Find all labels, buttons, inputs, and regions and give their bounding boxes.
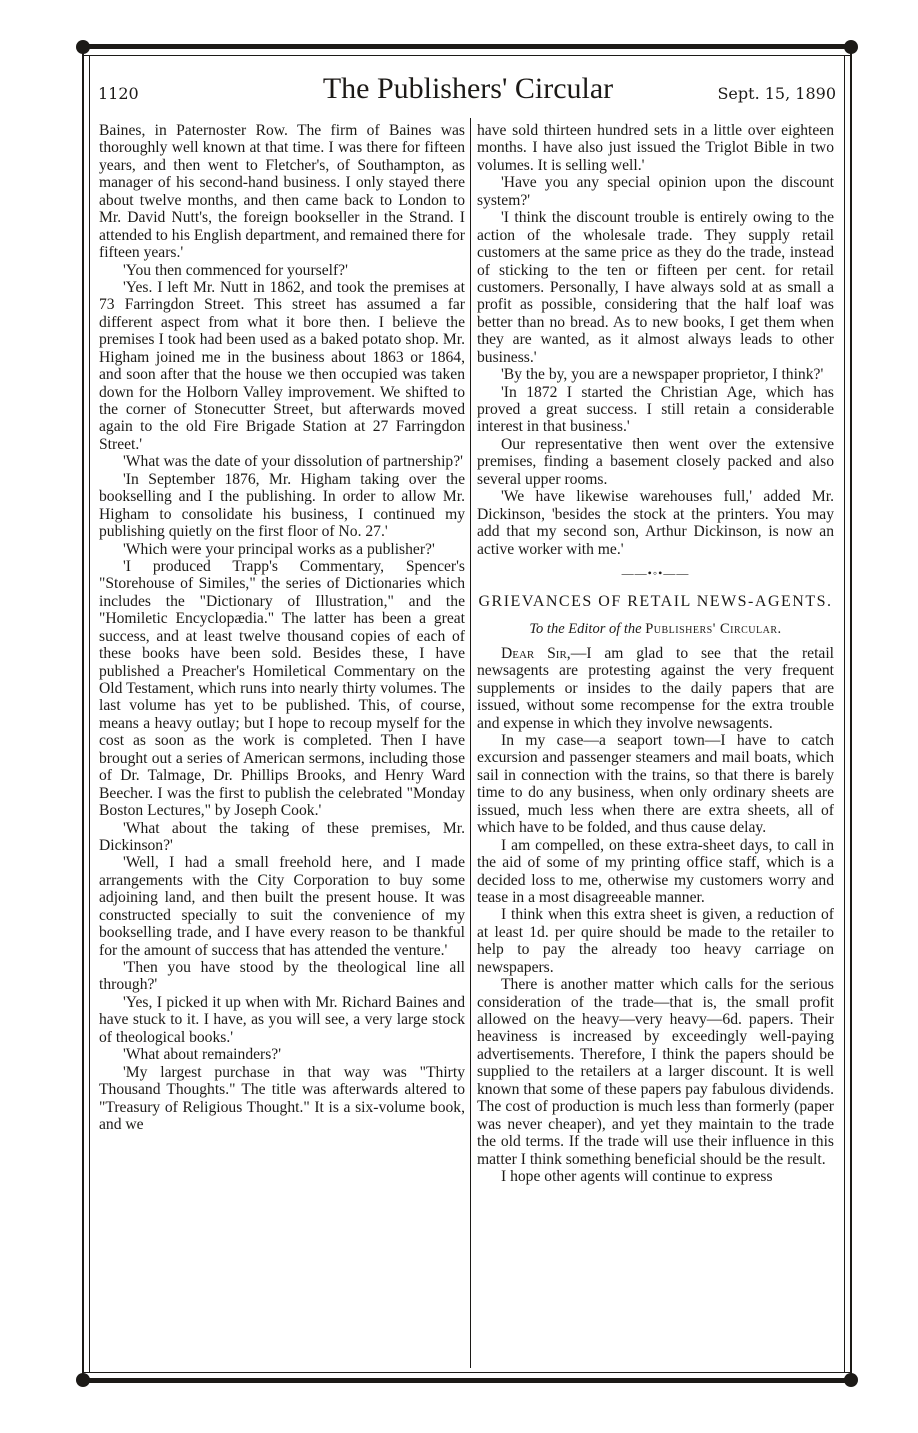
- paragraph: 'My largest purchase in that way was "Thirty Thousand Thoughts." The title was afterwards altered to "Treasury of Religious Thought." It is a six-volume book, and we: [99, 1063, 465, 1133]
- section-divider-ornament: ——•◦•——: [621, 565, 690, 580]
- right-column: [477, 122, 834, 1185]
- opening-text: —I am glad to see that the retail newsagents are protesting against the very frequent supplements or insides to the daily papers that are issued, without some recompense for the extra trouble and expense in which they involve newsagents.: [477, 644, 835, 732]
- corner-ornament-bottom-left: [76, 1373, 90, 1387]
- paragraph: I think when this extra sheet is given, a reduction of at least 1d. per quire should be made to the retailer to help to pay the already too heavy carriage on newspapers.: [477, 906, 834, 976]
- bottom-border-thin: [82, 1372, 852, 1373]
- column-divider: [470, 118, 471, 1368]
- addressee-publication: Publishers' Circular.: [645, 621, 782, 638]
- page-header: [96, 68, 840, 112]
- paragraph: 'What was the date of your dissolution of partnership?': [123, 453, 463, 471]
- paragraph: There is another matter which calls for the serious consideration of the trade—that is, the small profit allowed on the heavy—very heavy—6d. papers. Their heaviness is increased by exceedingly well-paying advertisements. Therefore, I think the papers should be supplied to the retailers at a larger discount. It is well known that some of these papers pay fabulous dividends. The cost of production is much less than formerly (paper was never cheaper), and yet they maintain to the trade the old terms. If the trade will use their influence in this matter I think something beneficial should be the result.: [477, 976, 834, 1168]
- paragraph: 'Yes. I left Mr. Nutt in 1862, and took the premises at 73 Farringdon Street. This street has assumed a far different aspect from what it bore then. I believe the premises I took had been used as a baked potato shop. Mr. Higham joined me in the business about 1863 or 1864, and soon after that the house we then occupied was taken down for the Holborn Valley improvement. We shifted to the corner of Stonecutter Street, but afterwards moved again to the old Fire Brigade Station at 27 Farringdon Street.': [99, 278, 465, 453]
- right-border-outer: [850, 44, 852, 1383]
- bottom-border-thick: [82, 1378, 852, 1383]
- left-border-inner: [89, 55, 90, 1373]
- right-border-inner: [844, 55, 845, 1373]
- page-number: 1120: [98, 84, 139, 103]
- article-heading: GRIEVANCES OF RETAIL NEWS-AGENTS.: [478, 593, 833, 611]
- paragraph: 'Well, I had a small freehold here, and I made arrangements with the City Corporation to buy some adjoining land, and then built the present house. It was constructed specially to suit the convenience of my bookselling trade, and I have every reason to be thankful for the amount of success that has attended the venture.': [99, 854, 465, 959]
- paragraph: I am compelled, on these extra-sheet days, to call in the aid of some of my printing office staff, which is a decided loss to me, otherwise my customers worry and tease in a most disagreeable manner.: [477, 836, 834, 906]
- paragraph: have sold thirteen hundred sets in a little over eighteen months. I have also just issued the Triglot Bible in two volumes. It is selling well.': [477, 122, 834, 174]
- paragraph: 'Which were your principal works as a publisher?': [123, 540, 435, 558]
- paragraph: 'I think the discount trouble is entirely owing to the action of the wholesale trade. They supply retail customers at the same price as they do the trade, instead of sticking to the ten or fifteen per cent. for retail customers. Personally, I have always sold at as small a profit as possible, considering that the half loaf was better than no bread. As to new books, I get them when they are wanted, as it almost always leads to other business.': [477, 209, 834, 366]
- paragraph: 'In 1872 I started the Christian Age, which has proved a great success. I still retain a considerable interest in that business.': [477, 383, 834, 436]
- letter-opening: [477, 645, 834, 732]
- paragraph: 'What about remainders?': [123, 1046, 282, 1064]
- top-border-thin: [82, 55, 852, 56]
- top-border-thick: [82, 44, 852, 49]
- issue-date: Sept. 15, 1890: [717, 84, 836, 103]
- left-border-outer: [82, 44, 84, 1383]
- paragraph: 'We have likewise warehouses full,' added Mr. Dickinson, 'besides the stock at the printers. You may add that my second son, Arthur Dickinson, is now an active worker with me.': [477, 488, 834, 558]
- salutation: Dear Sir,: [501, 644, 571, 662]
- paragraph: 'Then you have stood by the theological line all through?': [99, 959, 465, 994]
- paragraph: 'I produced Trapp's Commentary, Spencer's "Storehouse of Similes," the series of Dictionaries which includes the "Dictionary of Illustration," and the "Homiletic Encyclopædia." The latter has been a great success, and at least twelve thousand copies of each of these books have been sold. Besides these, I have published a Preacher's Homiletical Commentary on the Old Testament, which runs into nearly thirty volumes. The last volume has yet to be published. This, of course, means a heavy outlay; but I hope to recoup myself for the cost as soon as the work is completed. Then I have brought out a series of American sermons, including those of Dr. Talmage, Dr. Phillips Brooks, and Henry Ward Beecher. I was the first to publish the celebrated "Monday Boston Lectures," by Joseph Cook.': [99, 557, 465, 820]
- paragraph: Baines, in Paternoster Row. The firm of Baines was thoroughly well known at that time. I was there for fifteen years, and then went to Fletcher's, of Southampton, as manager of his second-hand business. I only stayed there about twelve months, and then came back to London to Mr. David Nutt's, the foreign bookseller in the Strand. I attended to his English department, and remained there for fifteen years.': [99, 122, 465, 262]
- paragraph: 'Yes, I picked it up when with Mr. Richard Baines and have stuck to it. I have, as you will see, a very large stock of theological books.': [99, 993, 465, 1046]
- running-title: The Publishers' Circular: [322, 72, 614, 105]
- paragraph: 'In September 1876, Mr. Higham taking over the bookselling and I the publishing. In order to allow Mr. Higham to consolidate his business, I continued my publishing quietly on the first floor of No. 27.': [99, 470, 465, 541]
- paragraph: Our representative then went over the extensive premises, finding a basement closely packed and also several upper rooms.: [477, 435, 834, 488]
- corner-ornament-bottom-right: [844, 1373, 858, 1387]
- paragraph: 'By the by, you are a newspaper proprietor, I think?': [501, 366, 824, 384]
- addressee-prefix: To the Editor of the: [529, 621, 642, 638]
- corner-ornament-top-right: [844, 40, 858, 54]
- paragraph: In my case—a seaport town—I have to catch excursion and passenger steamers and mail boats, which sail in connection with the trains, so that there is barely time to do any business, when only ordinary sheets are issued, much less when there are extra sheets, all of which have to be folded, and thus cause delay.: [477, 732, 834, 837]
- article-addressee: [477, 621, 834, 638]
- left-column: [99, 122, 465, 1133]
- paragraph: I hope other agents will continue to express: [501, 1167, 773, 1185]
- paragraph: 'You then commenced for yourself?': [123, 261, 348, 279]
- corner-ornament-top-left: [76, 40, 90, 54]
- paragraph: 'What about the taking of these premises, Mr. Dickinson?': [99, 819, 465, 854]
- paragraph: 'Have you any special opinion upon the discount system?': [477, 174, 834, 209]
